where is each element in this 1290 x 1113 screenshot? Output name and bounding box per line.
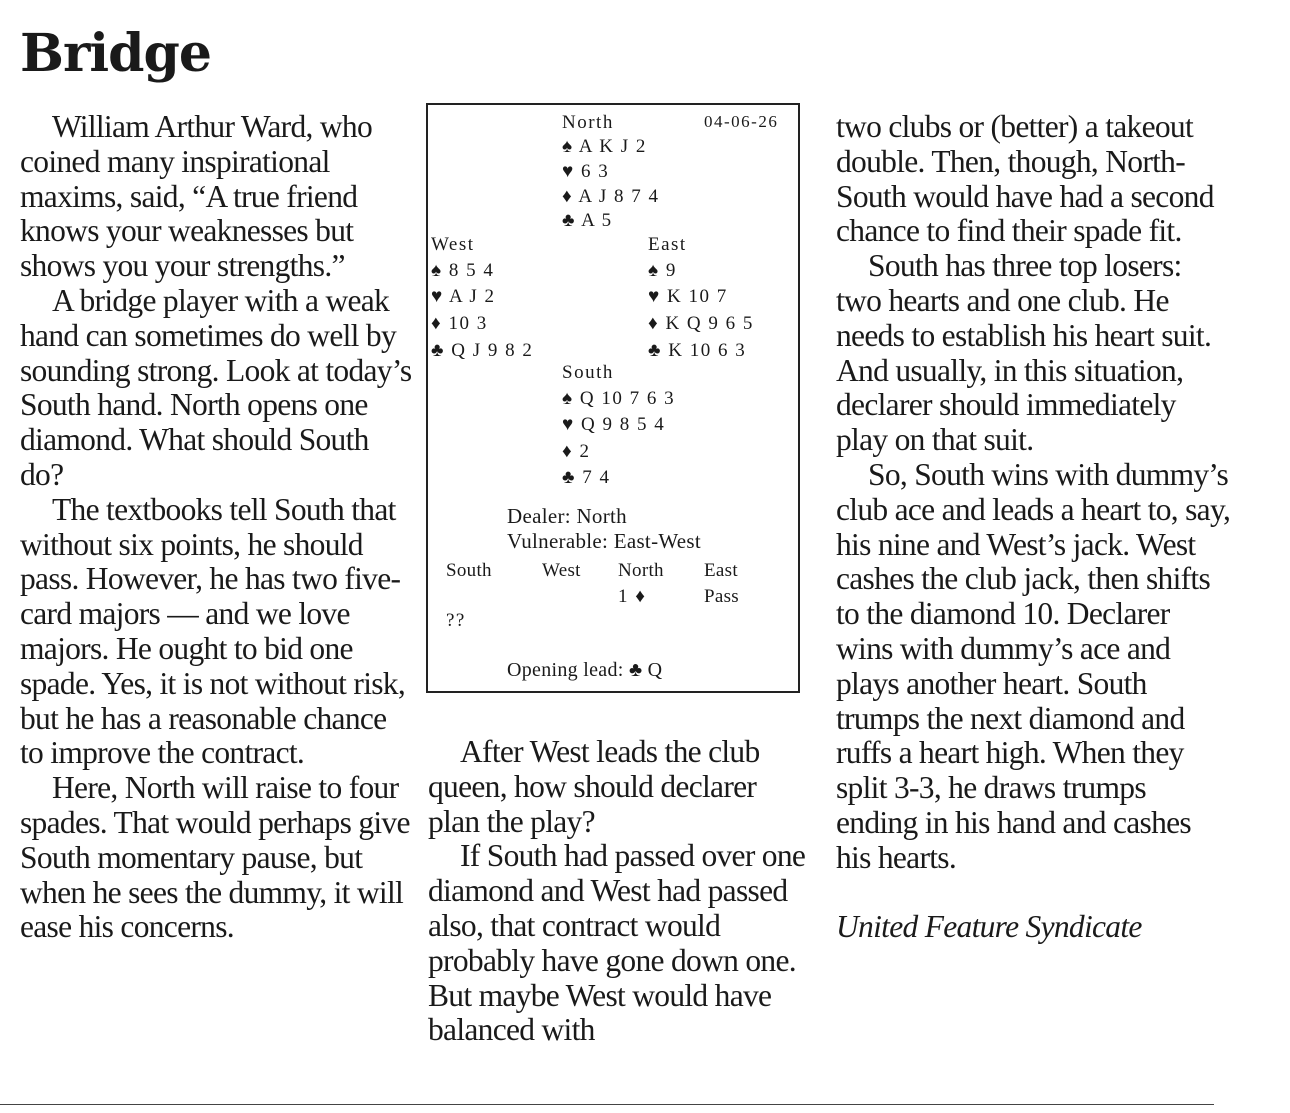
auction-header-west: West — [542, 560, 581, 581]
east-spades: ♠ 9 — [648, 260, 677, 281]
north-diamonds: ♦ A J 8 7 4 — [562, 186, 660, 207]
south-hearts: ♥ Q 9 8 5 4 — [562, 414, 666, 435]
west-label: West — [431, 234, 475, 255]
auction-header-east: East — [704, 560, 738, 581]
south-diamonds: ♦ 2 — [562, 441, 591, 462]
paragraph: A bridge player with a weak hand can sometimes do well by sounding strong. Look at today’s South hand. North opens one diamond. What should South do? — [20, 282, 412, 492]
north-label: North — [562, 112, 614, 133]
west-spades: ♠ 8 5 4 — [431, 260, 495, 281]
east-label: East — [648, 234, 687, 255]
paragraph: The textbooks tell South that without six points, he should pass. However, he has two five-card majors — and we love majors. He ought to bid one spade. Yes, it is not without risk, but he has a reasonable chance to improve the contract. — [20, 491, 406, 771]
article-column-1 — [20, 110, 415, 945]
west-clubs: ♣ Q J 9 8 2 — [431, 340, 534, 361]
bottom-divider — [0, 1104, 1214, 1105]
auction-header-north: North — [618, 560, 664, 581]
paragraph: If South had passed over one diamond and West had passed also, that contract would probably have gone down one. But maybe West would have balanced with — [428, 838, 806, 1048]
west-diamonds: ♦ 10 3 — [431, 313, 488, 334]
south-label: South — [562, 362, 614, 383]
paragraph: Here, North will raise to four spades. That would perhaps give South momentary pause, but when he sees the dummy, it will ease his concerns. — [20, 770, 410, 945]
article-column-3 — [836, 110, 1231, 945]
paragraph: So, South wins with dummy’s club ace and leads a heart to, say, his nine and West’s jack. West cashes the club jack, then shifts to the diamond 10. Declarer wins with dummy’s ace and plays another heart. South trumps the next diamond and ruffs a heart high. When they split 3-3, he draws trumps ending in his hand and cashes his hearts. — [836, 456, 1231, 875]
auction-east-bid: Pass — [704, 586, 739, 607]
auction-south-bid: ?? — [446, 610, 466, 631]
opening-lead: Opening lead: ♣ Q — [507, 659, 663, 681]
auction-north-bid: 1 ♦ — [618, 586, 647, 607]
paragraph: South has three top losers: two hearts and one club. He needs to establish his heart suit. And usually, in this situation, declarer should immediately play on that suit. — [836, 248, 1212, 458]
page-title: Bridge — [20, 23, 211, 84]
paragraph: William Arthur Ward, who coined many inspirational maxims, said, “A true friend knows your weaknesses but shows you your strengths.” — [20, 109, 373, 284]
south-spades: ♠ Q 10 7 6 3 — [562, 388, 676, 409]
north-hearts: ♥ 6 3 — [562, 161, 610, 182]
west-hearts: ♥ A J 2 — [431, 286, 496, 307]
east-diamonds: ♦ K Q 9 6 5 — [648, 313, 754, 334]
south-clubs: ♣ 7 4 — [562, 467, 611, 488]
syndicate-credit: United Feature Syndicate — [836, 909, 1142, 945]
vulnerability-info: Vulnerable: East-West — [507, 529, 702, 553]
deal-date: 04-06-26 — [704, 112, 779, 131]
paragraph: After West leads the club queen, how should declarer plan the play? — [428, 734, 760, 839]
east-hearts: ♥ K 10 7 — [648, 286, 728, 307]
auction-header-south: South — [446, 560, 492, 581]
north-clubs: ♣ A 5 — [562, 210, 613, 231]
dealer-info: Dealer: North — [507, 504, 627, 528]
east-clubs: ♣ K 10 6 3 — [648, 340, 747, 361]
article-column-2 — [428, 735, 813, 1048]
paragraph: two clubs or (better) a takeout double. Then, though, North-South would have had a second chance to find their spade fit. — [836, 109, 1214, 249]
bridge-deal-diagram — [426, 103, 800, 693]
north-spades: ♠ A K J 2 — [562, 136, 647, 157]
